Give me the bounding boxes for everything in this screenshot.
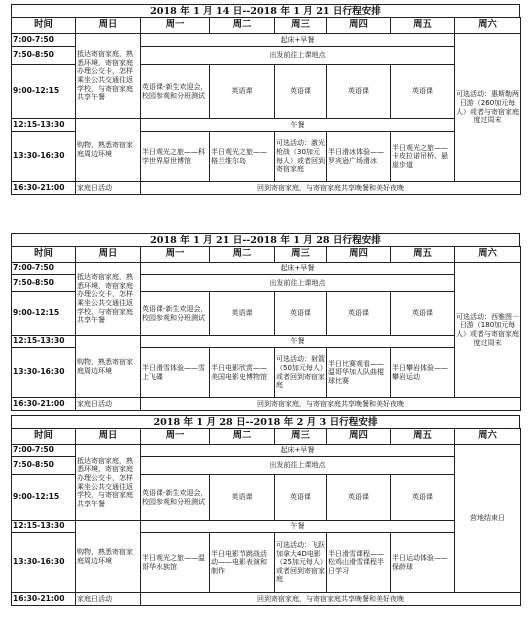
activity-cell: 可选活动：激光枪战（30加元每人）或者回到寄宿家庭 — [275, 132, 327, 182]
evening-cell: 回到寄宿家庭，与寄宿家庭共享晚餐和美好夜晚 — [141, 593, 521, 606]
evening-cell: 回到寄宿家庭，与寄宿家庭共享晚餐和美好夜晚 — [141, 398, 521, 411]
time-slot: 9:00-12:15 — [12, 292, 76, 336]
schedule-table — [11, 246, 521, 411]
header-wed: 周三 — [275, 247, 327, 263]
monday-am-cell: 英语课-新生欢迎会，校园参观和分班测试 — [141, 65, 210, 119]
time-slot: 16:30-21:00 — [12, 182, 76, 195]
class-cell: 英语课 — [210, 65, 275, 119]
header-wed: 周三 — [275, 429, 327, 445]
class-cell: 英语课 — [275, 475, 327, 521]
activity-cell: 半日电影欣赏——美国电影史博物馆 — [210, 348, 275, 398]
activity-cell: 半日比赛观看——温哥华加人队曲棍球比赛 — [327, 348, 391, 398]
time-slot: 7:50-8:50 — [12, 275, 76, 292]
activity-cell: 半日观光之旅——格兰维尔岛 — [210, 132, 275, 182]
activity-cell: 半日观光之旅——温哥华水族馆 — [141, 533, 210, 593]
lunch-cell: 午餐 — [141, 119, 455, 132]
depart-cell: 出发前往上课地点 — [141, 47, 455, 65]
activity-cell: 半日观光之旅——科学世界原世博馆 — [141, 132, 210, 182]
header-time: 时间 — [12, 429, 76, 445]
class-cell: 英语课 — [327, 65, 391, 119]
depart-cell: 出发前往上课地点 — [141, 275, 455, 292]
family-day-cell: 家庭日活动 — [76, 593, 141, 606]
time-slot: 12:15-13:30 — [12, 521, 76, 533]
activity-cell: 半日滑雪体验——雪上飞碟 — [141, 348, 210, 398]
family-day-cell: 家庭日活动 — [76, 398, 141, 411]
header-fri: 周五 — [391, 18, 455, 34]
class-cell: 英语课 — [210, 292, 275, 336]
time-slot: 9:00-12:15 — [12, 475, 76, 521]
header-mon: 周一 — [141, 247, 210, 263]
schedule-table — [11, 428, 521, 606]
time-slot: 7:00-7:50 — [12, 445, 76, 457]
sunday-arrival-cell: 抵达寄宿家庭，熟悉环境，寄宿家庭办理公交卡，怎样乘坐公共交通往返学校，与寄宿家庭共享午餐 — [76, 445, 141, 521]
header-time: 时间 — [12, 18, 76, 34]
header-sat: 周六 — [455, 247, 521, 263]
saturday-cell: 可选活动：惠斯勒两日游（260加元每人）或者与寄宿家庭度过周末 — [455, 34, 521, 182]
sunday-arrival-cell: 抵达寄宿家庭，熟悉环境，寄宿家庭办理公交卡，怎样乘坐公共交通往返学校，与寄宿家庭共享午餐 — [76, 34, 141, 119]
header-sun: 周日 — [76, 429, 141, 445]
header-sun: 周日 — [76, 247, 141, 263]
activity-cell: 半日运动体验——保龄球 — [391, 533, 455, 593]
header-thu: 周四 — [327, 429, 391, 445]
sunday-shopping-cell: 购物，熟悉寄宿家庭周边环境 — [76, 119, 141, 182]
evening-cell: 回到寄宿家庭，与寄宿家庭共享晚餐和美好夜晚 — [141, 182, 521, 195]
wake-cell: 起床+早餐 — [141, 34, 455, 47]
time-slot: 16:30-21:00 — [12, 398, 76, 411]
depart-cell: 出发前往上课地点 — [141, 457, 455, 475]
header-sun: 周日 — [76, 18, 141, 34]
header-thu: 周四 — [327, 18, 391, 34]
class-cell: 英语课 — [327, 475, 391, 521]
schedule-title: 2018 年 1 月 28 日--2018 年 2 月 3 日行程安排 — [11, 415, 520, 428]
wake-cell: 起床+早餐 — [141, 263, 455, 275]
header-sat: 周六 — [455, 429, 521, 445]
header-tue: 周二 — [210, 429, 275, 445]
time-slot: 13:30-16:30 — [12, 132, 76, 182]
class-cell: 英语课 — [275, 65, 327, 119]
time-slot: 13:30-16:30 — [12, 348, 76, 398]
sunday-arrival-cell: 抵达寄宿家庭，熟悉环境，寄宿家庭办理公交卡，怎样乘坐公共交通往返学校，与寄宿家庭共享午餐 — [76, 263, 141, 336]
class-cell: 英语课 — [391, 292, 455, 336]
monday-am-cell: 英语课-新生欢迎会，校园参观和分班测试 — [141, 475, 210, 521]
lunch-cell: 午餐 — [141, 521, 455, 533]
activity-cell: 可选活动：飞跃加拿大4D电影（25加元每人）或者回到寄宿家庭 — [275, 533, 327, 593]
time-slot: 9:00-12:15 — [12, 65, 76, 119]
header-fri: 周五 — [391, 247, 455, 263]
schedule-title: 2018 年 1 月 21 日--2018 年 1 月 28 日行程安排 — [11, 233, 520, 246]
schedule-week-2 — [11, 233, 520, 411]
header-time: 时间 — [12, 247, 76, 263]
activity-cell: 半日观光之旅——卡皮拉诺吊桥、悬崖步道 — [391, 132, 455, 182]
class-cell: 英语课 — [327, 292, 391, 336]
time-slot: 12:15-13:30 — [12, 336, 76, 348]
time-slot: 16:30-21:00 — [12, 593, 76, 606]
activity-cell: 半日攀岩体验——攀岩运动 — [391, 348, 455, 398]
time-slot: 13:30-16:30 — [12, 533, 76, 593]
schedule-title: 2018 年 1 月 14 日--2018 年 1 月 21 日行程安排 — [11, 4, 520, 17]
header-mon: 周一 — [141, 429, 210, 445]
schedule-week-1 — [11, 4, 520, 195]
time-slot: 7:50-8:50 — [12, 47, 76, 65]
time-slot: 7:00-7:50 — [12, 34, 76, 47]
family-day-cell: 家庭日活动 — [76, 182, 141, 195]
activity-cell: 半日滑冰体验——罗宾逊广场滑冰 — [327, 132, 391, 182]
saturday-cell: 可选活动：西雅图一日游（180加元每人）或者与寄宿家庭度过周末 — [455, 263, 521, 398]
header-tue: 周二 — [210, 18, 275, 34]
sunday-shopping-cell: 购物，熟悉寄宿家庭周边环境 — [76, 336, 141, 398]
activity-cell: 半日电影节跳战活动——电影表演和制作 — [210, 533, 275, 593]
lunch-cell: 午餐 — [141, 336, 455, 348]
time-slot: 12:15-13:30 — [12, 119, 76, 132]
wake-cell: 起床+早餐 — [141, 445, 455, 457]
class-cell: 英语课 — [275, 292, 327, 336]
time-slot: 7:50-8:50 — [12, 457, 76, 475]
header-wed: 周三 — [275, 18, 327, 34]
schedule-table — [11, 17, 521, 195]
header-sat: 周六 — [455, 18, 521, 34]
header-thu: 周四 — [327, 247, 391, 263]
class-cell: 英语课 — [210, 475, 275, 521]
header-mon: 周一 — [141, 18, 210, 34]
schedule-week-3 — [11, 415, 520, 606]
class-cell: 英语课 — [391, 475, 455, 521]
activity-cell: 半日滑雪课程——松鸡山滑雪课程半日学习 — [327, 533, 391, 593]
sunday-shopping-cell: 购物，熟悉寄宿家庭周边环境 — [76, 521, 141, 593]
header-fri: 周五 — [391, 429, 455, 445]
time-slot: 7:00-7:50 — [12, 263, 76, 275]
monday-am-cell: 英语课-新生欢迎会，校园参观和分班测试 — [141, 292, 210, 336]
saturday-cell: 营地结束日 — [455, 445, 521, 593]
header-tue: 周二 — [210, 247, 275, 263]
activity-cell: 可选活动：射箭（50加元每人）或者回到寄宿家庭 — [275, 348, 327, 398]
class-cell: 英语课 — [391, 65, 455, 119]
